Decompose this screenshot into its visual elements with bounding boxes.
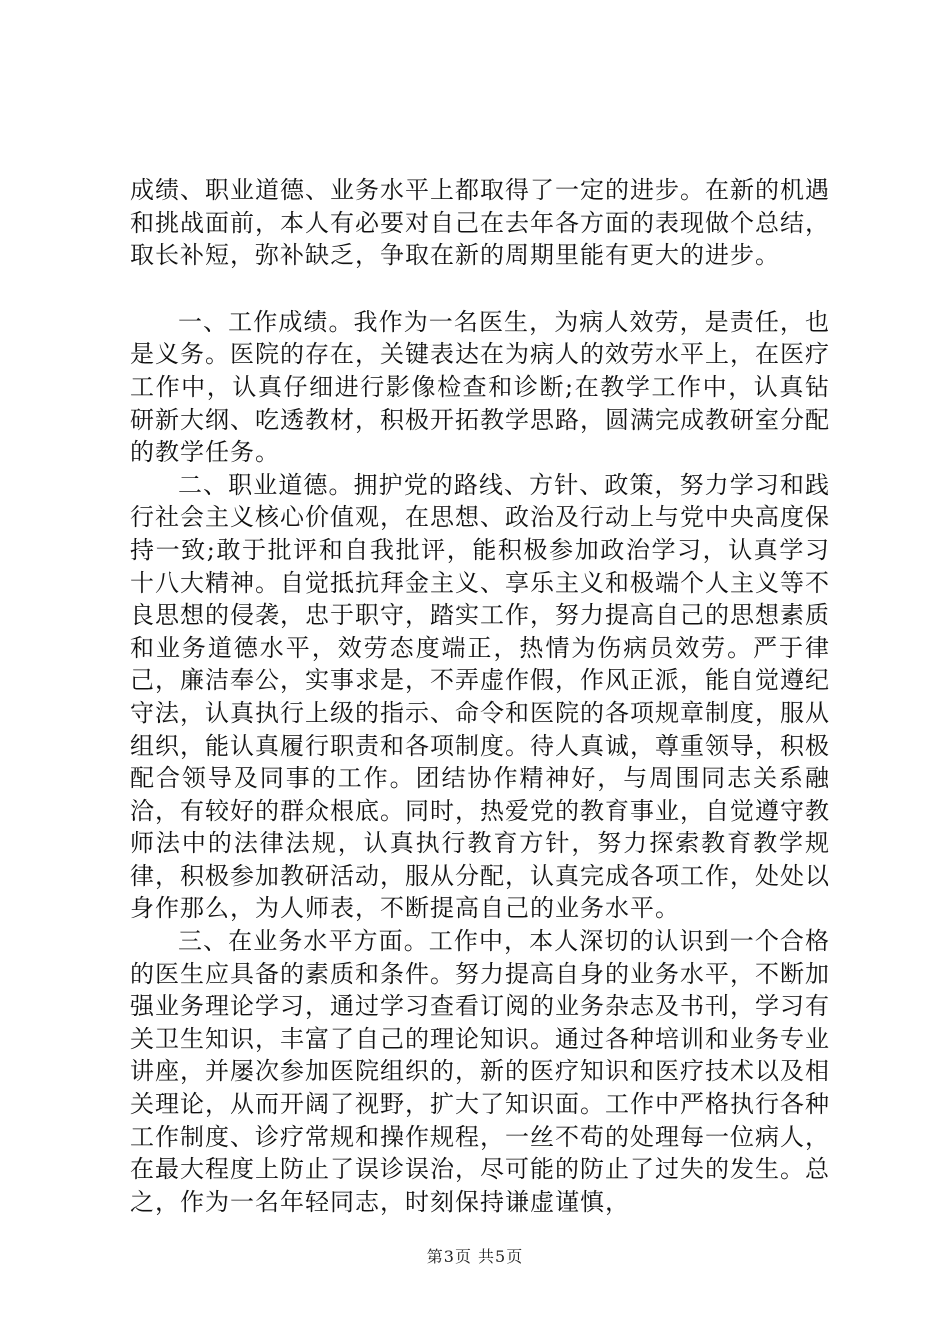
paragraph-professional-level: 三、在业务水平方面。工作中，本人深切的认识到一个合格的医生应具备的素质和条件。努力提高自身的业务水平，不断加强业务理论学习，通过学习查看订阅的业务杂志及书刊，学习有关卫生知识，丰富了自己的理论知识。通过各种培训和业务专业讲座，并屡次参加医院组织的，新的医疗知识和医疗技术以及相关理论，从而开阔了视野，扩大了知识面。工作中严格执行各种工作制度、诊疗常规和操作规程，一丝不苟的处理每一位病人，在最大程度上防止了误诊误治，尽可能的防止了过失的发生。总之，作为一名年轻同志，时刻保持谦虚谨慎， [130, 927, 830, 1216]
page-number-footer: 第3页 共5页 [426, 1247, 524, 1266]
paragraph-professional-ethics: 二、职业道德。拥护党的路线、方针、政策，努力学习和践行社会主义核心价值观，在思想、政治及行动上与党中央高度保持一致;敢于批评和自我批评，能积极参加政治学习，认真学习十八大精神。自觉抵抗拜金主义、享乐主义和极端个人主义等不良思想的侵袭，忠于职守，踏实工作，努力提高自己的思想素质和业务道德水平，效劳态度端正，热情为伤病员效劳。严于律己，廉洁奉公，实事求是，不弄虚作假，作风正派，能自觉遵纪守法，认真执行上级的指示、命令和医院的各项规章制度，服从组织，能认真履行职责和各项制度。待人真诚，尊重领导，积极配合领导及同事的工作。团结协作精神好，与周围同志关系融洽，有较好的群众根底。同时，热爱党的教育事业，自觉遵守教师法中的法律法规，认真执行教育方针，努力探索教育教学规律，积极参加教研活动，服从分配，认真完成各项工作，处处以身作那么，为人师表，不断提高自己的业务水平。 [130, 470, 830, 923]
document-body [130, 174, 830, 1218]
paragraph-intro-continued: 成绩、职业道德、业务水平上都取得了一定的进步。在新的机遇和挑战面前，本人有必要对自己在去年各方面的表现做个总结，取长补短，弥补缺乏，争取在新的周期里能有更大的进步。 [130, 176, 830, 270]
paragraph-work-achievements: 一、工作成绩。我作为一名医生，为病人效劳，是责任，也是义务。医院的存在，关键表达在为病人的效劳水平上，在医疗工作中，认真仔细进行影像检查和诊断;在教学工作中，认真钻研新大纲、吃透教材，积极开拓教学思路，圆满完成教研室分配的教学任务。 [130, 307, 830, 467]
